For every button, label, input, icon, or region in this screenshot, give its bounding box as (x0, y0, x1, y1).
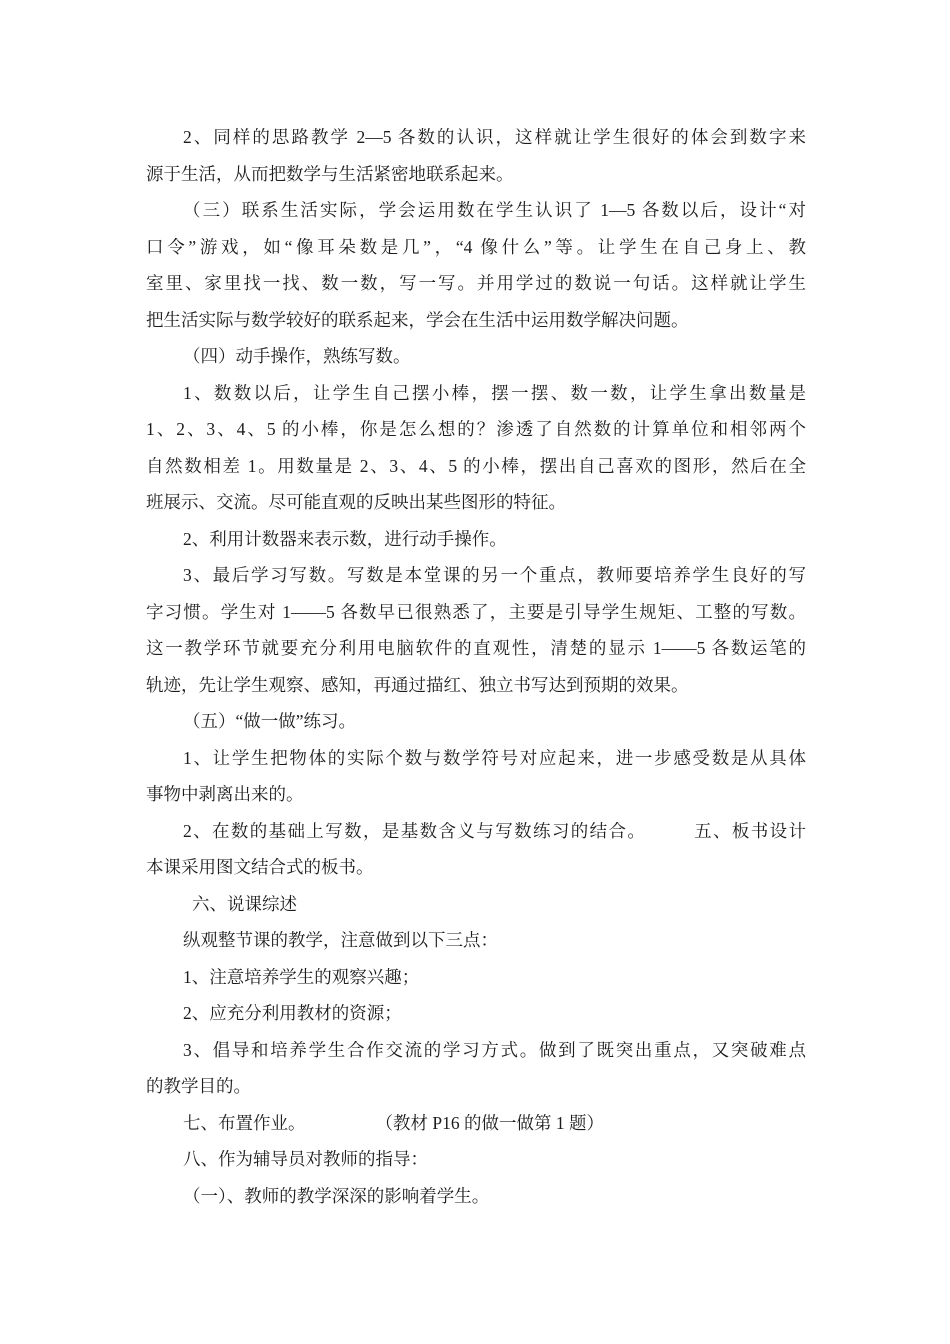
section-heading: 七、布置作业。 （教材 P16 的做一做第 1 题） (183, 1112, 604, 1133)
section-heading: 六、说课综述 (192, 893, 297, 914)
section-heading: 八、作为辅导员对教师的指导： (183, 1149, 428, 1169)
text-line: 1、数数以后，让学生自己摆小棒，摆一摆、数一数，让学生拿出数量是 (183, 382, 806, 403)
text-line: 2、同样的思路教学 2—5 各数的认识，这样就让学生很好的体会到数字来 (183, 127, 806, 147)
text-line: 1、2、3、4、5 的小棒，你是怎么想的？渗透了自然数的计算单位和相邻两个 (146, 419, 806, 439)
text-line: 字习惯。学生对 1——5 各数早已很熟悉了，主要是引导学生规矩、工整的写数。 (146, 601, 806, 622)
text-line: 自然数相差 1。用数量是 2、3、4、5 的小棒，摆出自己喜欢的图形，然后在全 (146, 455, 806, 476)
text-line: （三）联系生活实际，学会运用数在学生认识了 1—5 各数以后，设计“对 (183, 200, 806, 220)
text-line: 2、应充分利用教材的资源； (183, 1003, 402, 1023)
text-line: 1、让学生把物体的实际个数与数学符号对应起来，进一步感受数是从具体 (183, 747, 806, 768)
text-line: 3、最后学习写数。写数是本堂课的另一个重点，教师要培养学生良好的写 (183, 565, 806, 585)
text-line: 3、倡导和培养学生合作交流的学习方式。做到了既突出重点，又突破难点 (183, 1039, 806, 1060)
text-line: （五）“做一做”练习。 (183, 711, 357, 731)
text-line: 这一教学环节就要充分利用电脑软件的直观性，清楚的显示 1——5 各数运笔的 (146, 638, 806, 658)
text-line: （一）、教师的教学深深的影响着学生。 (183, 1185, 490, 1206)
text-line: 2、在数的基础上写数，是基数含义与写数练习的结合。 五、板书设计 (183, 820, 806, 841)
text-line: 轨迹，先让学生观察、感知，再通过描红、独立书写达到预期的效果。 (146, 674, 689, 695)
text-line: 室里、家里找一找、数一数，写一写。并用学过的数说一句话。这样就让学生 (146, 273, 806, 293)
text-line: 事物中剥离出来的。 (146, 784, 304, 804)
text-line: 的教学目的。 (146, 1076, 251, 1096)
text-line: 把生活实际与数学较好的联系起来，学会在生活中运用数学解决问题。 (146, 309, 689, 330)
text-line: 源于生活，从而把数学与生活紧密地联系起来。 (146, 163, 514, 184)
text-line: 纵观整节课的教学，注意做到以下三点： (183, 930, 498, 950)
text-line: 口令”游戏，如“像耳朵数是几”，“4 像什么”等。让学生在自己身上、教 (146, 236, 806, 257)
text-line: 1、注意培养学生的观察兴趣； (183, 966, 420, 987)
text-line: 班展示、交流。尽可能直观的反映出某些图形的特征。 (146, 492, 566, 512)
text-line: 本课采用图文结合式的板书。 (146, 857, 374, 877)
text-line: （四）动手操作，熟练写数。 (183, 346, 411, 366)
text-line: 2、利用计数器来表示数，进行动手操作。 (183, 528, 507, 549)
